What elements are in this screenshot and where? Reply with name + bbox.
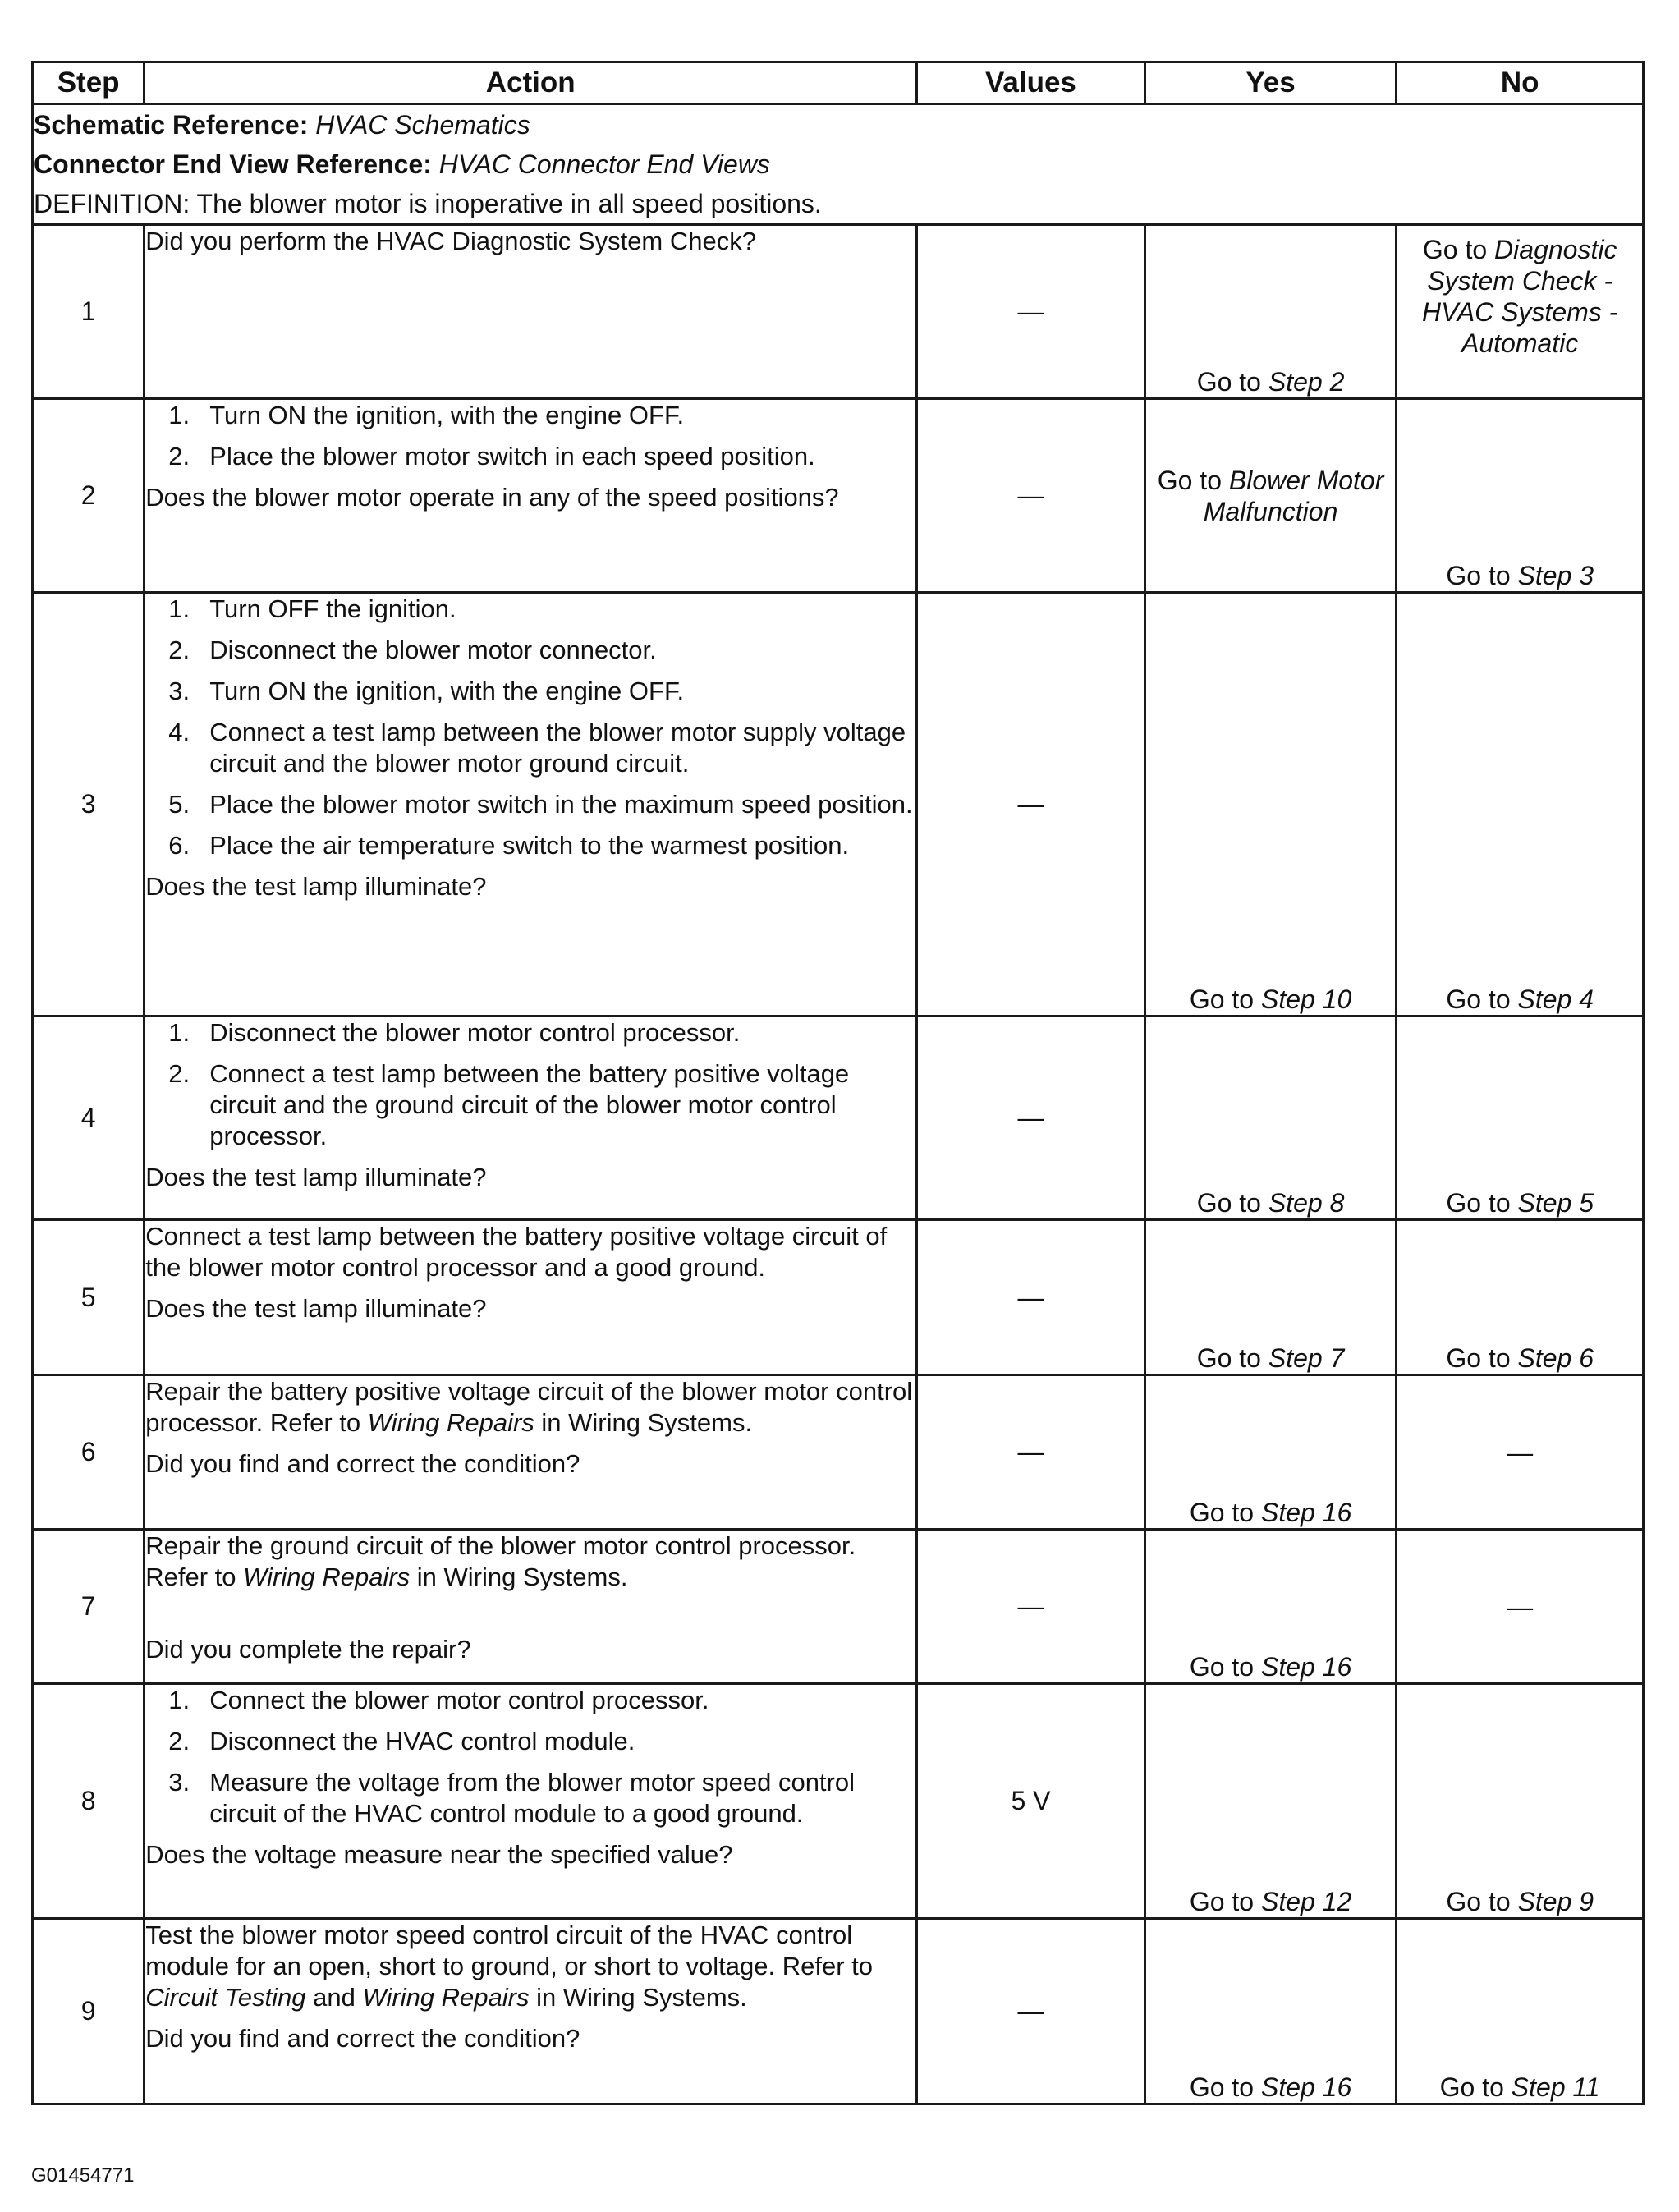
action-cell <box>145 1919 917 2104</box>
header-values: Values <box>917 62 1145 104</box>
no-link[interactable]: Step 5 <box>1517 1188 1594 1218</box>
list-item: 5. Place the blower motor switch in the maximum speed position. <box>168 790 913 819</box>
yes-link[interactable]: Step 16 <box>1260 2072 1352 2102</box>
action-list <box>145 1017 915 1152</box>
table-row <box>33 1919 1644 2104</box>
header-step: Step <box>33 62 145 104</box>
action-question: Did you find and correct the condition? <box>145 2024 580 2053</box>
no-link[interactable]: Diagnostic System Check - HVAC Systems - Automatic <box>1422 235 1618 358</box>
wiring-repairs-link[interactable]: Wiring Repairs <box>362 1983 530 2012</box>
action-question: Does the test lamp illuminate? <box>145 1294 487 1323</box>
value-cell: — <box>917 1220 1145 1375</box>
action-text: Test the blower motor speed control circuit of the HVAC control module for an open, short to ground, or short to voltage. Refer to Circuit Testing and Wiring Repairs in Wiring Systems. <box>145 1921 874 2012</box>
yes-cell: Go to Step 16 <box>1145 1919 1397 2104</box>
yes-cell: Go to Step 8 <box>1145 1017 1397 1220</box>
connector-reference <box>34 145 1642 184</box>
value-cell: — <box>917 1017 1145 1220</box>
no-cell: — <box>1397 1530 1644 1684</box>
action-question: Does the blower motor operate in any of the speed positions? <box>145 483 839 512</box>
action-text: Repair the ground circuit of the blower motor control processor. Refer to Wiring Repairs in Wiring Systems. <box>145 1531 856 1591</box>
no-cell: Go to Step 5 <box>1397 1017 1644 1220</box>
list-item: 1. Turn OFF the ignition. <box>168 594 456 623</box>
yes-link[interactable]: Step 10 <box>1260 984 1352 1014</box>
action-cell <box>145 1220 917 1375</box>
list-item: 2. Place the blower motor switch in each speed position. <box>168 442 815 470</box>
no-cell: Go to Step 4 <box>1397 593 1644 1017</box>
table-row <box>33 593 1644 1017</box>
step-number: 8 <box>33 1684 145 1919</box>
action-cell <box>145 1017 917 1220</box>
step-number: 1 <box>33 225 145 399</box>
list-item: 4. Connect a test lamp between the blower motor supply voltage circuit and the blower motor ground circuit. <box>168 718 906 778</box>
action-cell <box>145 1684 917 1919</box>
yes-cell: Go to Step 16 <box>1145 1530 1397 1684</box>
connector-label: Connector End View Reference: <box>34 149 432 179</box>
list-item: 3. Measure the voltage from the blower motor speed control circuit of the HVAC control module to a good ground. <box>168 1768 855 1828</box>
header-action: Action <box>145 62 917 104</box>
yes-cell: Go to Step 10 <box>1145 593 1397 1017</box>
no-cell <box>1397 225 1644 399</box>
yes-link[interactable]: Blower Motor Malfunction <box>1203 465 1384 526</box>
table-row <box>33 1530 1644 1684</box>
value-cell: — <box>917 593 1145 1017</box>
table-row <box>33 1220 1644 1375</box>
action-question: Did you find and correct the condition? <box>145 1449 580 1478</box>
value-cell: — <box>917 225 1145 399</box>
schematic-link[interactable]: HVAC Schematics <box>315 110 530 140</box>
value-cell: — <box>917 1530 1145 1684</box>
value-cell: — <box>917 1375 1145 1530</box>
list-item: 1. Disconnect the blower motor control processor. <box>168 1018 741 1047</box>
yes-link[interactable]: Step 7 <box>1268 1343 1345 1373</box>
schematic-label: Schematic Reference: <box>34 110 309 140</box>
action-question: Does the voltage measure near the specified value? <box>145 1840 733 1869</box>
no-cell: Go to Step 11 <box>1397 1919 1644 2104</box>
yes-cell: Go to Step 12 <box>1145 1684 1397 1919</box>
yes-link[interactable]: Step 8 <box>1268 1188 1345 1218</box>
yes-link[interactable]: Step 2 <box>1268 367 1345 397</box>
no-cell: Go to Step 6 <box>1397 1220 1644 1375</box>
header-yes: Yes <box>1145 62 1397 104</box>
action-question: Does the test lamp illuminate? <box>145 1163 487 1191</box>
no-link[interactable]: Step 6 <box>1517 1343 1594 1373</box>
diagnostic-table <box>31 61 1645 2105</box>
value-cell: — <box>917 399 1145 593</box>
wiring-repairs-link[interactable]: Wiring Repairs <box>243 1563 411 1591</box>
schematic-reference <box>34 105 1642 145</box>
value-cell: — <box>917 1919 1145 2104</box>
step-number: 3 <box>33 593 145 1017</box>
yes-cell <box>1145 225 1397 399</box>
action-text: Connect a test lamp between the battery positive voltage circuit of the blower motor control processor and a good ground. <box>145 1222 888 1282</box>
action-list <box>145 400 915 472</box>
yes-cell: Go to Step 7 <box>1145 1220 1397 1375</box>
list-item: 2. Disconnect the HVAC control module. <box>168 1727 635 1755</box>
list-item: 1. Connect the blower motor control processor. <box>168 1686 709 1714</box>
list-item: 3. Turn ON the ignition, with the engine OFF. <box>168 677 685 705</box>
reference-row <box>33 104 1644 225</box>
action-cell <box>145 225 917 399</box>
value-cell: 5 V <box>917 1684 1145 1919</box>
action-question: Does the test lamp illuminate? <box>145 872 487 901</box>
action-list <box>145 594 915 861</box>
yes-link[interactable]: Step 12 <box>1260 1887 1352 1916</box>
step-number: 7 <box>33 1530 145 1684</box>
table-row <box>33 399 1644 593</box>
no-cell: — <box>1397 1375 1644 1530</box>
action-cell <box>145 1530 917 1684</box>
yes-cell: Go to Blower Motor Malfunction <box>1145 399 1397 593</box>
definition-text: DEFINITION: The blower motor is inoperative in all speed positions. <box>34 189 822 218</box>
step-number: 4 <box>33 1017 145 1220</box>
list-item: 1. Turn ON the ignition, with the engine OFF. <box>168 401 685 429</box>
table-row <box>33 1017 1644 1220</box>
header-no: No <box>1397 62 1644 104</box>
table-row <box>33 1375 1644 1530</box>
action-cell <box>145 399 917 593</box>
action-list <box>145 1685 915 1829</box>
action-cell <box>145 593 917 1017</box>
figure-code: G01454771 <box>31 2164 135 2187</box>
yes-cell: Go to Step 16 <box>1145 1375 1397 1530</box>
table-row <box>33 1684 1644 1919</box>
action-cell <box>145 1375 917 1530</box>
no-link[interactable]: Step 4 <box>1517 984 1594 1014</box>
header-row <box>33 62 1644 104</box>
action-question: Did you perform the HVAC Diagnostic System Check? <box>145 227 756 255</box>
step-number: 5 <box>33 1220 145 1375</box>
yes-prefix: Go to <box>1196 367 1268 397</box>
no-link[interactable]: Step 11 <box>1511 2072 1600 2102</box>
step-number: 2 <box>33 399 145 593</box>
reference-cell <box>33 104 1644 225</box>
list-item: 6. Place the air temperature switch to the warmest position. <box>168 831 850 860</box>
list-item: 2. Disconnect the blower motor connector. <box>168 636 657 664</box>
no-cell: Go to Step 9 <box>1397 1684 1644 1919</box>
step-number: 6 <box>33 1375 145 1530</box>
step-number: 9 <box>33 1919 145 2104</box>
action-question: Did you complete the repair? <box>145 1635 471 1664</box>
wiring-repairs-link[interactable]: Wiring Repairs <box>367 1408 534 1437</box>
list-item: 2. Connect a test lamp between the battery positive voltage circuit and the ground circuit of the blower motor control processor. <box>168 1059 850 1150</box>
no-prefix: Go to <box>1422 235 1495 264</box>
yes-link[interactable]: Step 16 <box>1260 1652 1352 1682</box>
table-row <box>33 225 1644 399</box>
circuit-testing-link[interactable]: Circuit Testing <box>145 1983 306 2012</box>
no-cell: Go to Step 3 <box>1397 399 1644 593</box>
no-link[interactable]: Step 9 <box>1517 1887 1594 1916</box>
no-link[interactable]: Step 3 <box>1517 561 1594 590</box>
yes-link[interactable]: Step 16 <box>1260 1498 1352 1527</box>
connector-link[interactable]: HVAC Connector End Views <box>438 149 770 179</box>
action-text: Repair the battery positive voltage circuit of the blower motor control processor. Refer to Wiring Repairs in Wiring Systems. <box>145 1377 913 1437</box>
